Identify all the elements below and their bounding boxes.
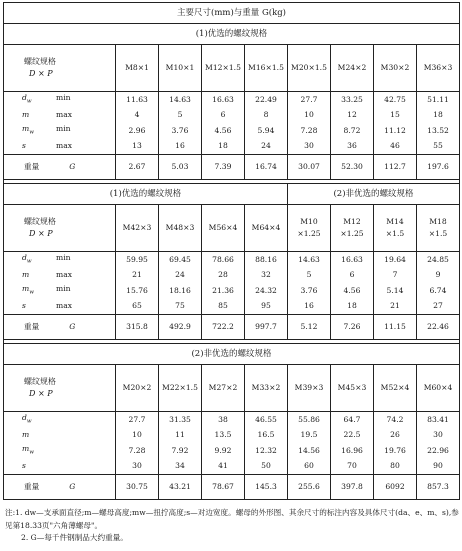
spec-column-header: M24×2	[331, 45, 374, 92]
weight-label: 重量	[24, 162, 40, 172]
spec-line-2: ×1.5	[385, 229, 405, 238]
dimension-value: 5	[288, 268, 331, 284]
dimension-value: 11.63	[116, 92, 159, 108]
dimension-value: 22.5	[331, 428, 374, 444]
spec-label-cell	[4, 45, 116, 92]
weight-value: 7.26	[331, 315, 374, 340]
dimension-value: 24	[245, 139, 288, 155]
dimension-value: 24.85	[417, 252, 460, 268]
dimension-symbol-wrap	[22, 462, 56, 470]
weight-value: 997.7	[245, 315, 288, 340]
weight-value: 397.8	[331, 475, 374, 500]
dimension-value: 14.56	[288, 443, 331, 459]
symbol-subscript: w	[26, 418, 32, 425]
dimension-weight-table	[3, 2, 460, 500]
dimension-value: 6	[202, 108, 245, 124]
weight-value: 722.2	[202, 315, 245, 340]
symbol: $m_w$	[22, 124, 34, 136]
dimension-value: 74.2	[374, 412, 417, 428]
weight-label-cell	[4, 315, 116, 340]
spec-label-cell	[4, 365, 116, 412]
dimension-row	[4, 123, 460, 139]
spec-subtitle: D × P	[29, 229, 53, 238]
spec-column-header	[245, 205, 288, 252]
dimension-value: 12.32	[245, 443, 288, 459]
dimension-value: 11	[159, 428, 202, 444]
spec-table-container	[3, 2, 459, 545]
weight-value: 197.6	[417, 155, 460, 180]
dimension-symbol-wrap	[22, 445, 56, 456]
spec-header-row	[4, 45, 460, 92]
dimension-value: 51.11	[417, 92, 460, 108]
dimension-value: 16.63	[331, 252, 374, 268]
spec-column-header: M22×1.5	[159, 365, 202, 412]
dimension-label-cell	[4, 139, 116, 155]
dimension-value: 6.74	[417, 283, 460, 299]
weight-value: 7.39	[202, 155, 245, 180]
spec-column-header	[417, 205, 460, 252]
dimension-value: 42.75	[374, 92, 417, 108]
symbol: $d_w$	[22, 93, 32, 105]
dimension-value: 5	[159, 108, 202, 124]
symbol-subscript: w	[26, 258, 32, 265]
weight-value: 5.12	[288, 315, 331, 340]
symbol: m	[22, 430, 30, 440]
dimension-value: 16.96	[331, 443, 374, 459]
spec-label: 螺纹规格	[24, 377, 56, 387]
spec-column-header: M12×1.5	[202, 45, 245, 92]
weight-symbol: G	[69, 482, 76, 492]
dimension-label-cell	[4, 268, 116, 284]
weight-value: 255.6	[288, 475, 331, 500]
dimension-label-cell	[4, 412, 116, 428]
dimension-label-cell	[4, 123, 116, 139]
spec-column-header: M45×3	[331, 365, 374, 412]
spec-header-row	[4, 205, 460, 252]
dimension-value: 41	[202, 459, 245, 475]
dimension-value: 46	[374, 139, 417, 155]
dimension-value: 9.92	[202, 443, 245, 459]
dimension-symbol-wrap	[22, 285, 56, 296]
dimension-value: 13	[116, 139, 159, 155]
dimension-value: 95	[245, 299, 288, 315]
dimension-value: 7.28	[116, 443, 159, 459]
dimension-symbol-wrap	[22, 414, 56, 425]
spec-line-1: M48×3	[165, 223, 195, 233]
spec-column-header: M39×3	[288, 365, 331, 412]
dimension-value: 14.63	[288, 252, 331, 268]
dimension-value: 16	[288, 299, 331, 315]
dimension-value: 3.76	[159, 123, 202, 139]
dimension-row	[4, 459, 460, 475]
dimension-label-cell	[4, 428, 116, 444]
section2-heading-left: (1)优选的螺纹规格	[4, 184, 288, 205]
dimension-value: 5.94	[245, 123, 288, 139]
symbol-subscript: w	[29, 129, 34, 136]
dimension-value: 16.63	[202, 92, 245, 108]
spec-column-header: M10×1	[159, 45, 202, 92]
dimension-symbol-wrap	[22, 125, 56, 136]
weight-symbol: G	[69, 162, 76, 172]
spec-line-1: M18	[429, 217, 447, 227]
dimension-value: 4.56	[331, 283, 374, 299]
dimension-label-cell	[4, 443, 116, 459]
dimension-value: 70	[331, 459, 374, 475]
dimension-value: 50	[245, 459, 288, 475]
spec-column-header: M8×1	[116, 45, 159, 92]
dimension-value: 80	[374, 459, 417, 475]
dimension-label-cell	[4, 92, 116, 108]
dimension-value: 7	[374, 268, 417, 284]
weight-value: 30.07	[288, 155, 331, 180]
spec-column-header: M52×4	[374, 365, 417, 412]
spec-column-header: M20×1.5	[288, 45, 331, 92]
dimension-symbol-wrap	[22, 111, 56, 119]
dimension-row	[4, 108, 460, 124]
dimension-value: 21.36	[202, 283, 245, 299]
spec-column-header: M60×4	[417, 365, 460, 412]
dimension-value: 18	[331, 299, 374, 315]
dimension-qualifier: min	[56, 124, 71, 134]
dimension-qualifier: min	[56, 253, 71, 263]
spec-column-header	[159, 205, 202, 252]
dimension-row	[4, 428, 460, 444]
section1-heading: (1)优选的螺纹规格	[4, 24, 460, 45]
dimension-value: 8.72	[331, 123, 374, 139]
weight-value: 11.15	[374, 315, 417, 340]
spec-line-1: M64×4	[251, 223, 281, 233]
spec-subtitle: D × P	[29, 389, 53, 398]
weight-value: 30.75	[116, 475, 159, 500]
symbol-subscript: w	[29, 449, 34, 456]
weight-value: 2.67	[116, 155, 159, 180]
symbol: m	[22, 270, 30, 280]
spec-line-1: M10	[300, 217, 318, 227]
dimension-qualifier: max	[56, 270, 73, 280]
table-notes	[3, 507, 459, 545]
dimension-value: 4.56	[202, 123, 245, 139]
spec-line-2: ×1.5	[428, 229, 448, 238]
section2-heading-right: (2)非优选的螺纹规格	[288, 184, 460, 205]
weight-label: 重量	[24, 482, 40, 492]
dimension-value: 15.76	[116, 283, 159, 299]
spec-column-header	[288, 205, 331, 252]
weight-value: 43.21	[159, 475, 202, 500]
symbol: $d_w$	[22, 253, 32, 265]
dimension-value: 27	[417, 299, 460, 315]
dimension-value: 15	[374, 108, 417, 124]
dimension-symbol-wrap	[22, 142, 56, 150]
spec-column-header	[331, 205, 374, 252]
dimension-symbol-wrap	[22, 94, 56, 105]
dimension-value: 3.76	[288, 283, 331, 299]
weight-value: 857.3	[417, 475, 460, 500]
symbol: m	[22, 110, 30, 120]
dimension-value: 85	[202, 299, 245, 315]
spec-column-header: M20×2	[116, 365, 159, 412]
table-title-row	[4, 3, 460, 24]
weight-label: 重量	[24, 322, 40, 332]
dimension-value: 21	[116, 268, 159, 284]
dimension-value: 4	[116, 108, 159, 124]
dimension-value: 18	[202, 139, 245, 155]
weight-value: 6092	[374, 475, 417, 500]
weight-value: 22.46	[417, 315, 460, 340]
section3-heading-row	[4, 344, 460, 365]
symbol: s	[22, 461, 26, 471]
symbol: $d_w$	[22, 413, 32, 425]
spec-column-header	[116, 205, 159, 252]
symbol: $m_w$	[22, 444, 34, 456]
dimension-value: 32	[245, 268, 288, 284]
note-1: 注:1. dw—支承面直径;m—螺母高度;mw—扭拧高度;s—对边宽度。螺母的外形图、其余尺寸的标注内容及具体尺寸(da、e、m、s),参见第18.33页"六角薄螺母"。	[5, 508, 459, 530]
dimension-value: 7.92	[159, 443, 202, 459]
spec-line-2: ×1.25	[340, 229, 364, 238]
dimension-value: 30	[288, 139, 331, 155]
weight-value: 78.67	[202, 475, 245, 500]
weight-value: 5.03	[159, 155, 202, 180]
weight-value: 52.30	[331, 155, 374, 180]
dimension-value: 31.35	[159, 412, 202, 428]
dimension-value: 7.28	[288, 123, 331, 139]
dimension-symbol-wrap	[22, 271, 56, 279]
dimension-row	[4, 92, 460, 108]
dimension-symbol-wrap	[22, 431, 56, 439]
dimension-value: 18.16	[159, 283, 202, 299]
dimension-value: 19.5	[288, 428, 331, 444]
spec-column-header	[202, 205, 245, 252]
dimension-value: 88.16	[245, 252, 288, 268]
spec-column-header: M27×2	[202, 365, 245, 412]
dimension-value: 46.55	[245, 412, 288, 428]
dimension-value: 55	[417, 139, 460, 155]
dimension-label-cell	[4, 459, 116, 475]
weight-value: 112.7	[374, 155, 417, 180]
symbol: s	[22, 301, 26, 311]
dimension-qualifier: min	[56, 93, 71, 103]
dimension-value: 34	[159, 459, 202, 475]
dimension-symbol-wrap	[22, 254, 56, 265]
dimension-value: 59.95	[116, 252, 159, 268]
dimension-value: 5.14	[374, 283, 417, 299]
dimension-value: 9	[417, 268, 460, 284]
spec-label: 螺纹规格	[24, 217, 56, 227]
symbol: s	[22, 141, 26, 151]
dimension-value: 19.76	[374, 443, 417, 459]
dimension-value: 30	[417, 428, 460, 444]
dimension-row	[4, 299, 460, 315]
dimension-value: 19.64	[374, 252, 417, 268]
symbol-subscript: w	[29, 289, 34, 296]
dimension-qualifier: min	[56, 284, 71, 294]
dimension-value: 64.7	[331, 412, 374, 428]
dimension-label-cell	[4, 108, 116, 124]
weight-value: 16.74	[245, 155, 288, 180]
dimension-label-cell	[4, 252, 116, 268]
symbol: $m_w$	[22, 284, 34, 296]
dimension-value: 36	[331, 139, 374, 155]
weight-value: 315.8	[116, 315, 159, 340]
dimension-value: 10	[116, 428, 159, 444]
table-title: 主要尺寸(mm)与重量 G(kg)	[4, 3, 460, 24]
dimension-value: 55.86	[288, 412, 331, 428]
dimension-qualifier: max	[56, 141, 73, 151]
spec-column-header	[374, 205, 417, 252]
dimension-value: 78.66	[202, 252, 245, 268]
dimension-row	[4, 412, 460, 428]
dimension-value: 16	[159, 139, 202, 155]
dimension-value: 13.5	[202, 428, 245, 444]
dimension-value: 11.12	[374, 123, 417, 139]
dimension-value: 65	[116, 299, 159, 315]
dimension-value: 8	[245, 108, 288, 124]
dimension-value: 28	[202, 268, 245, 284]
spec-column-header: M16×1.5	[245, 45, 288, 92]
dimension-label-cell	[4, 283, 116, 299]
section3-heading: (2)非优选的螺纹规格	[4, 344, 460, 365]
dimension-value: 38	[202, 412, 245, 428]
spec-column-header: M36×3	[417, 45, 460, 92]
dimension-value: 27.7	[116, 412, 159, 428]
dimension-value: 16.5	[245, 428, 288, 444]
weight-label-cell	[4, 155, 116, 180]
dimension-value: 69.45	[159, 252, 202, 268]
weight-symbol: G	[69, 322, 76, 332]
note-2: 2. G—每千件钢制品大约重量。	[21, 533, 128, 543]
spec-line-1: M14	[386, 217, 404, 227]
weight-value: 492.9	[159, 315, 202, 340]
dimension-value: 24	[159, 268, 202, 284]
dimension-value: 21	[374, 299, 417, 315]
dimension-value: 22.96	[417, 443, 460, 459]
spec-subtitle: D × P	[29, 69, 53, 78]
spec-label-cell	[4, 205, 116, 252]
spec-line-1: M12	[343, 217, 361, 227]
dimension-value: 75	[159, 299, 202, 315]
spec-header-row	[4, 365, 460, 412]
dimension-value: 60	[288, 459, 331, 475]
dimension-value: 12	[331, 108, 374, 124]
spec-label: 螺纹规格	[24, 57, 56, 67]
section2-heading-row	[4, 184, 460, 205]
dimension-row	[4, 139, 460, 155]
dimension-value: 6	[331, 268, 374, 284]
weight-row	[4, 155, 460, 180]
spec-line-1: M42×3	[122, 223, 152, 233]
dimension-row	[4, 443, 460, 459]
dimension-label-cell	[4, 299, 116, 315]
spec-line-1: M56×4	[208, 223, 238, 233]
dimension-value: 14.63	[159, 92, 202, 108]
spec-column-header: M33×2	[245, 365, 288, 412]
dimension-value: 2.96	[116, 123, 159, 139]
section1-heading-row	[4, 24, 460, 45]
dimension-row	[4, 283, 460, 299]
dimension-value: 83.41	[417, 412, 460, 428]
dimension-value: 27.7	[288, 92, 331, 108]
symbol-subscript: w	[26, 98, 32, 105]
dimension-qualifier: max	[56, 301, 73, 311]
weight-row	[4, 315, 460, 340]
dimension-row	[4, 268, 460, 284]
weight-row	[4, 475, 460, 500]
dimension-value: 24.32	[245, 283, 288, 299]
dimension-value: 18	[417, 108, 460, 124]
weight-label-cell	[4, 475, 116, 500]
dimension-value: 26	[374, 428, 417, 444]
dimension-value: 33.25	[331, 92, 374, 108]
spec-line-2: ×1.25	[297, 229, 321, 238]
dimension-value: 10	[288, 108, 331, 124]
dimension-qualifier: max	[56, 110, 73, 120]
dimension-row	[4, 252, 460, 268]
dimension-symbol-wrap	[22, 302, 56, 310]
dimension-value: 90	[417, 459, 460, 475]
weight-value: 145.3	[245, 475, 288, 500]
dimension-value: 22.49	[245, 92, 288, 108]
spec-column-header: M30×2	[374, 45, 417, 92]
dimension-value: 13.52	[417, 123, 460, 139]
dimension-value: 30	[116, 459, 159, 475]
